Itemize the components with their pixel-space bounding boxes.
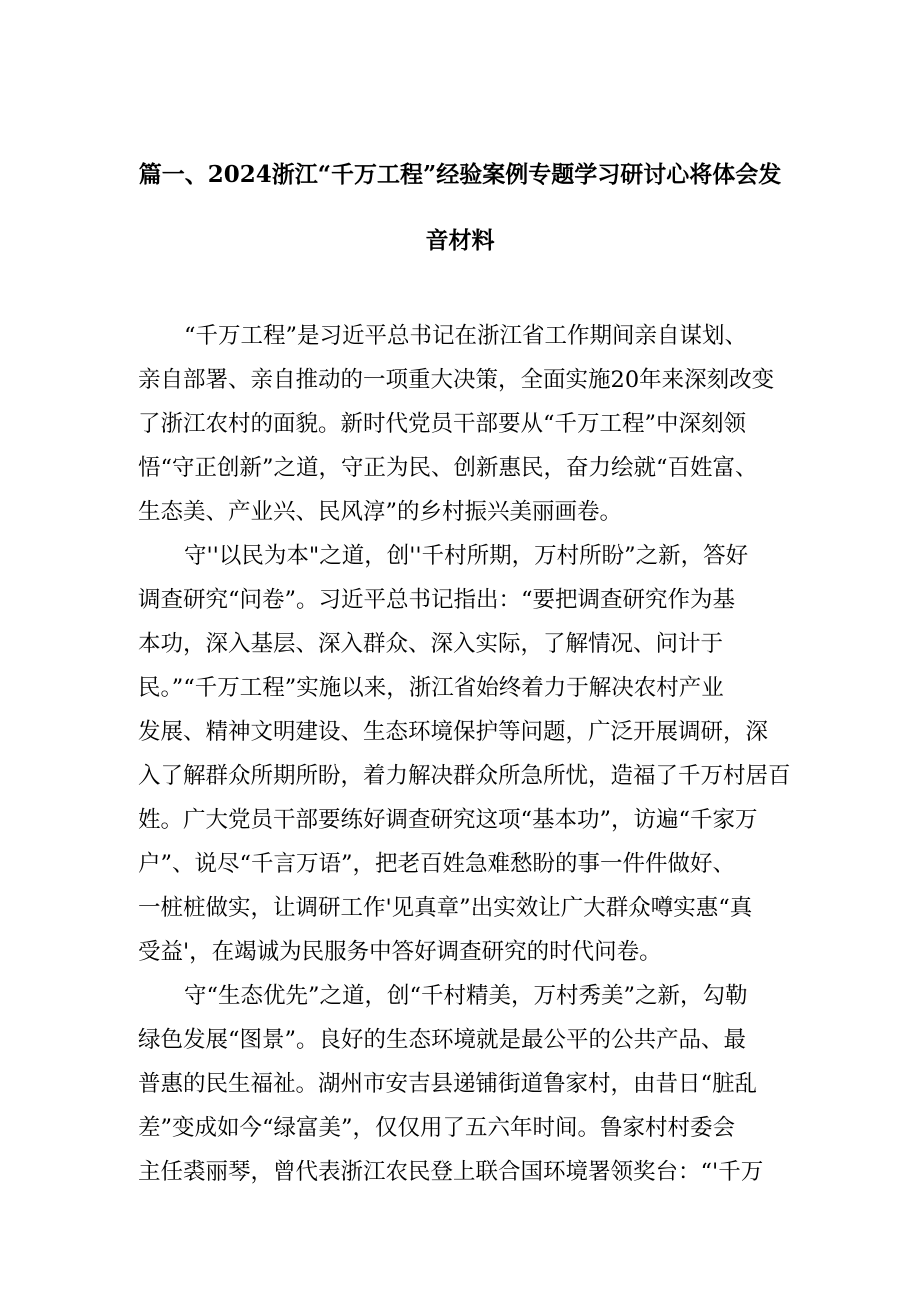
paragraph-line: 入了解群众所期所盼，着力解决群众所急所忧，造福了千万村居百: [138, 763, 791, 789]
paragraph-line: 一桩桩做实，让调研工作'见真章”出实效让广大群众噂实惠“真: [138, 895, 753, 921]
paragraph-line: 悟“守正创新”之道，守正为民、创新惠民，奋力绘就“百姓富、: [138, 455, 758, 481]
paragraph-line: 调查研究“问卷”。习近平总书记指出：“要把调查研究作为基: [138, 587, 736, 613]
paragraph-line: 本功，深入基层、深入群众、深入实际，了解情况、问计于: [138, 631, 724, 657]
paragraph-line: 了浙江农村的面貌。新时代党员干部要从“千万工程”中深刻领: [138, 411, 747, 437]
paragraph-line: 姓。广大党员干部要练好调查研究这项“基本功”，访遍“千家万: [138, 807, 758, 833]
document-title-line-1: 篇一、2024浙江“千万工程”经验案例专题学习研讨心将体会发: [138, 161, 782, 188]
paragraph-line: 发展、精神文明建设、生态环境保护等问题，广泛开展调研，深: [138, 719, 769, 745]
paragraph-line: 生态美、产业兴、民风淳”的乡村振兴美丽画卷。: [138, 499, 623, 525]
paragraph-line: 民。”“千万工程”实施以来，浙江省始终着力于解决农村产业: [138, 675, 724, 701]
paragraph-line: 守“生态优先”之道，创“千村精美，万村秀美”之新，勾勒: [184, 983, 748, 1009]
paragraph-line: 主任裘丽琴，曾代表浙江农民登上联合国环境署领奖台：“'千万: [138, 1159, 764, 1185]
paragraph-line: 绿色发展“图景”。良好的生态环境就是最公平的公共产品、最: [138, 1027, 747, 1053]
document-title-line-2: 音材料: [425, 227, 495, 254]
paragraph-line: 受益'，在竭诚为民服务中答好调查研究的时代问卷。: [138, 939, 662, 965]
paragraph-line: 普惠的民生福祉。湖州市安吉县递铺街道鲁家村，由昔日“脏乱: [138, 1071, 758, 1097]
paragraph-line: 守''以民为本"之道，创''千村所期，万村所盼”之新，答好: [184, 543, 749, 569]
paragraph-line: 户”、说尽“千言万语”，把老百姓急难愁盼的事一件件做好、: [138, 851, 736, 877]
paragraph-line: 亲自部署、亲自推动的一项重大决策，全面实施20年来深刻改变: [138, 367, 775, 393]
paragraph-line: “千万工程”是习近平总书记在浙江省工作期间亲自谋划、: [184, 323, 748, 349]
paragraph-line: 差”变成如今“绿富美”，仅仅用了五六年时间。鲁家村村委会: [138, 1115, 736, 1141]
